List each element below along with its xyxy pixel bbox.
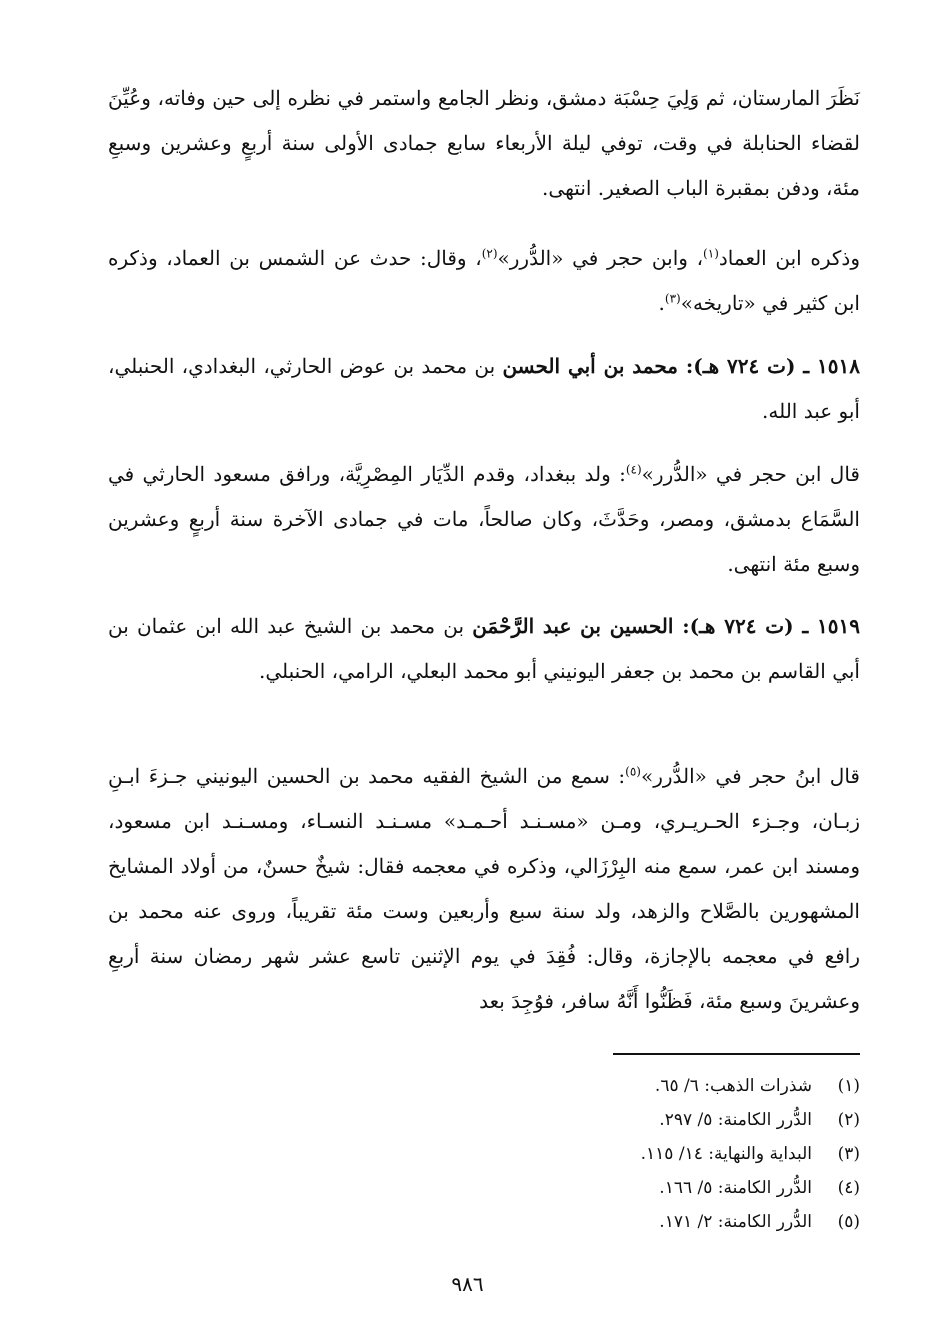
footnote-number: (٥) [837,1212,860,1232]
footnote-text: شذرات الذهب: ٦/ ٦٥. [654,1076,812,1096]
paragraph-text: . [658,291,665,315]
entry-heading: ١٥١٩ ـ (ت ٧٢٤ هـ): الحسين بن عبد الرَّحْمَن [472,614,860,638]
paragraph-ibn-al-imad [108,236,860,326]
footnote-item [500,1205,860,1239]
footnote-text: الدُّرر الكامنة: ٥/ ٢٩٧. [659,1110,812,1130]
footnote-number: (٤) [837,1178,860,1198]
paragraph-ibn-hajar-1518 [108,452,860,587]
footnote-item [500,1103,860,1137]
footnotes [500,1069,860,1239]
paragraph-text: : سمع من الشيخ الفقيه محمد بن الحسين اليونيني جـزءَ ابـنِ زبـان، وجـزء الحـريـري، ومـن «مسـنـد أحـمـد» مسـنـد النسـاء، ومسـنـد ابن مسعود، ومسند ابن عمر، سمع منه البِرْزَالي، وذكره في معجمه فقال: شيخٌ حسنٌ، من أولاد المشايخ المشهورين بالصَّلاح والزهد، ولد سنة سبع وأربعين وست مئة تقريباً، وروى عنه محمد بن رافع في معجمه بالإجازة، وقال: فُقِدَ في يوم الإثنين تاسع عشر شهر رمضان سنة أربعِ وعشرينَ وسبع مئة، فَظَنُّوا أَنَّهُ سافر، فوُجِدَ بعد [108,764,860,1013]
footnote-ref: (٢) [481,246,498,261]
entry-1518 [108,344,860,434]
paragraph-ibn-hajar-1519 [108,754,860,1024]
paragraph-text: قال ابن حجر في «الدُّرر» [641,462,860,486]
footnote-text: البداية والنهاية: ١٤/ ١١٥. [640,1144,812,1164]
footnote-ref: (٤) [625,462,642,477]
entry-text: بن محمد بن الشيخ عبد الله ابن عثمان بن أبي القاسم بن محمد بن جعفر اليونيني أبو محمد البعلي، الرامي، الحنبلي. [108,614,860,683]
paragraph-text: ، وابن حجر في «الدُّرر» [497,246,704,270]
footnote-number: (٢) [837,1110,860,1130]
footnote-text: الدُّرر الكامنة: ٢/ ١٧١. [659,1212,812,1232]
footnote-number: (٣) [837,1144,860,1164]
paragraph-text: وذكره ابن العماد [718,246,860,270]
footnote-item [500,1171,860,1205]
paragraph-text: : ولد ببغداد، وقدم الدِّيَار المِصْرِيَّة، ورافق مسعود الحارثي في السَّمَاع بدمشق، ومصر، وحَدَّثَ، وكان صالحاً، مات في جمادى الآخرة سنة أربعٍ وعشرين وسبع مئة انتهى. [108,462,860,576]
footnote-ref: (٥) [625,764,641,779]
paragraph-text: ، وقال: حدث عن الشمس بن العماد، وذكره ابن كثير في «تاريخه» [108,246,860,315]
footnote-item [500,1137,860,1171]
footnote-ref: (١) [703,246,719,261]
paragraph-text: نَظَرَ المارستان، ثم وَلِيَ حِسْبَة دمشق، ونظر الجامع واستمر في نظره إلى حين وفاته، وعُيِّنَ لقضاء الحنابلة في وقت، توفي ليلة الأربعاء سابع جمادى الأولى سنة أربعٍ وعشرين وسبعِ مئة، ودفن بمقبرة الباب الصغير. انتهى. [108,86,860,200]
footnote-item [500,1069,860,1103]
entry-text: بن محمد بن عوض الحارثي، البغدادي، الحنبلي، أبو عبد الله. [108,354,860,423]
entry-heading: ١٥١٨ ـ (ت ٧٢٤ هـ): محمد بن أبي الحسن [502,354,860,378]
footnote-number: (١) [837,1076,860,1096]
footnote-divider [613,1053,860,1055]
footnote-ref: (٣) [664,291,681,306]
paragraph-text: قال ابنُ حجر في «الدُّرر» [640,764,860,788]
footnote-text: الدُّرر الكامنة: ٥/ ١٦٦. [659,1178,812,1198]
paragraph-continuation [108,76,860,211]
entry-1519 [108,604,860,694]
page-number: ٩٨٦ [451,1272,484,1296]
